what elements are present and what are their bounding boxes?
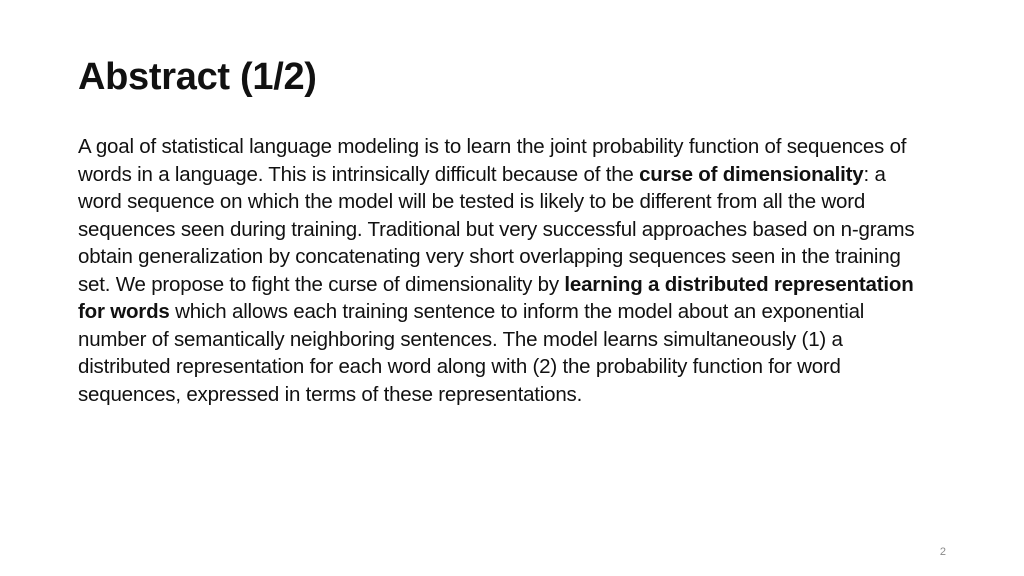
abstract-paragraph — [78, 133, 918, 408]
slide-number: 2 — [939, 546, 946, 558]
abstract-text-2: : a word sequence on which the model will be tested is likely to be different from all the word sequences seen during training. Traditional but very successful approaches based on n-grams obtain generalization by concatenating very short overlapping sequences seen in the training set. We propose to fight the curse of dimensionality by — [78, 162, 915, 296]
bold-term-distributed-representation: learning a distributed representation for words — [78, 272, 914, 323]
abstract-text-1: A goal of statistical language modeling is to learn the joint probability function of sequences of words in a language. This is intrinsically difficult because of the — [78, 135, 907, 186]
abstract-text-3: which allows each training sentence to inform the model about an exponential number of semantically neighboring sentences. The model learns simultaneously (1) a distributed representation for each word along with (2) the probability function for word sequences, expressed in terms of these representations. — [78, 300, 865, 406]
slide-title: Abstract (1/2) — [78, 56, 317, 98]
bold-term-curse-of-dimensionality: curse of dimensionality — [639, 162, 864, 186]
